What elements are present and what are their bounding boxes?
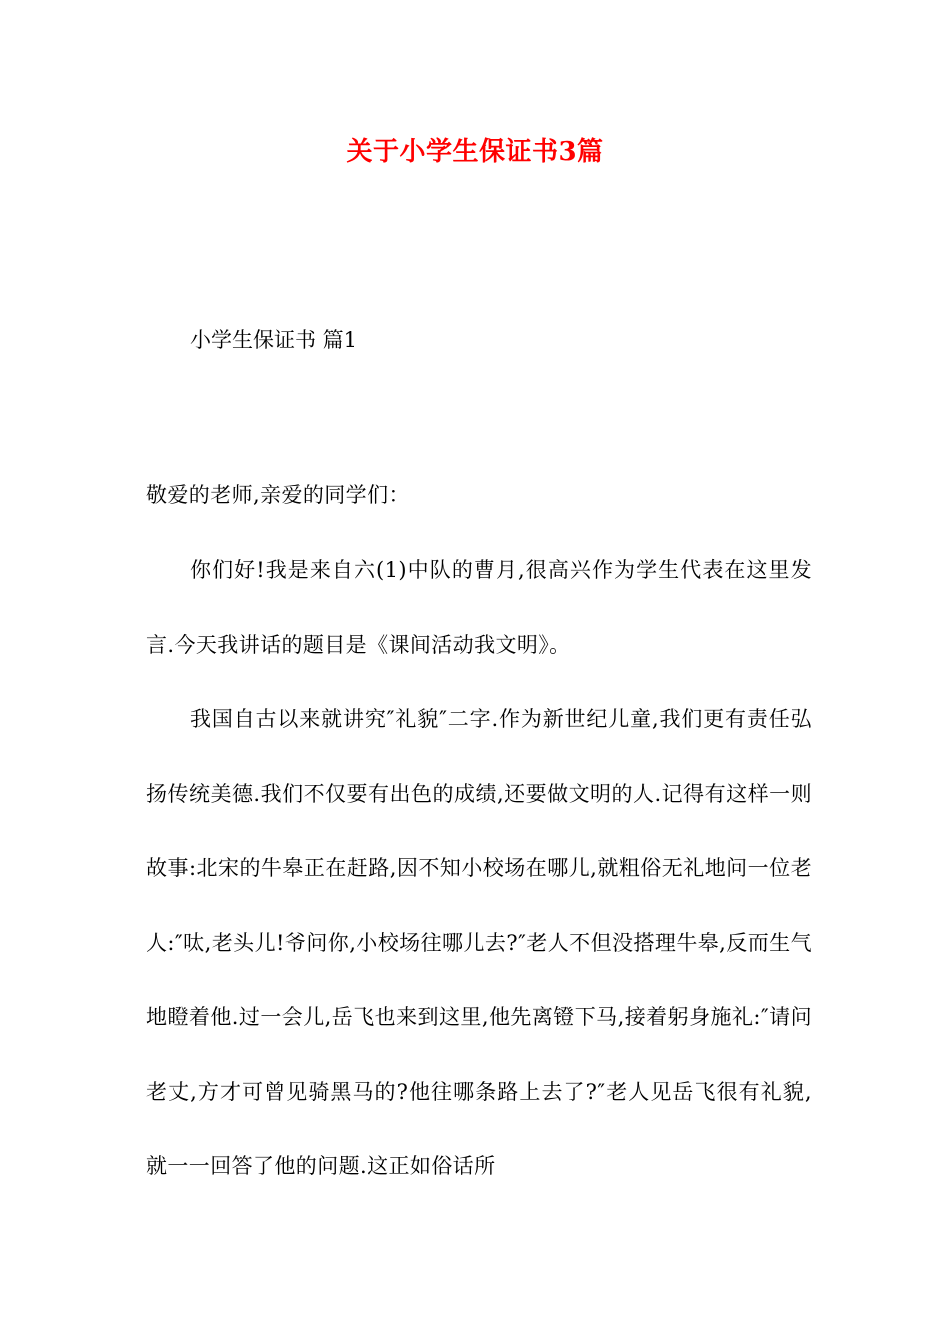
paragraph-2: 我国自古以来就讲究″礼貌″二字.作为新世纪儿童,我们更有责任弘扬传统美德.我们不仅要有出色的成绩,还要做文明的人.记得有这样一则故事:北宋的牛皋正在赶路,因不知小校场在哪儿,就粗俗无礼地问一位老人:″呔,老头儿!爷问你,小校场往哪儿去?″老人不但没搭理牛皋,反而生气地瞪着他.过一会儿,岳飞也来到这里,他先离镫下马,接着躬身施礼:″请问老丈,方才可曾见骑黑马的?他往哪条路上去了?″老人见岳飞很有礼貌,就一一回答了他的问题.这正如俗话所 [146, 707, 812, 1178]
document-title: 关于小学生保证书3篇 [346, 137, 604, 167]
greeting-line: 敬爱的老师,亲爱的同学们： [146, 483, 410, 507]
section-heading: 小学生保证书 篇1 [190, 328, 358, 352]
paragraph-1: 你们好!我是来自六(1)中队的曹月,很高兴作为学生代表在这里发言.今天我讲话的题目是《课间活动我文明》。 [146, 558, 812, 657]
